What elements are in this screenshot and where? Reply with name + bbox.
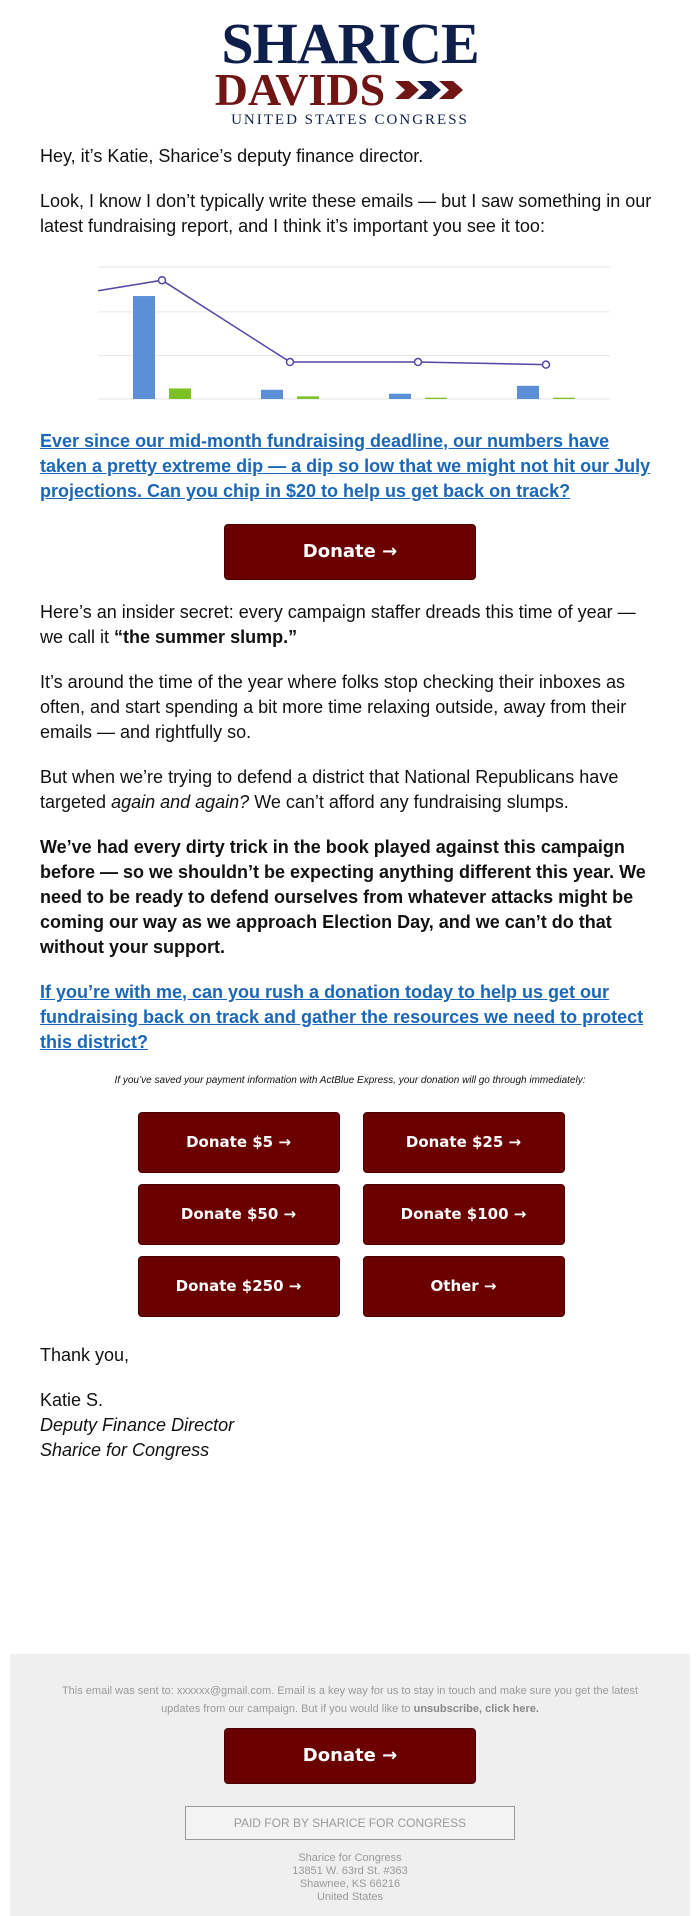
signer-org: Sharice for Congress xyxy=(40,1440,210,1460)
address-line: Sharice for Congress xyxy=(298,1852,402,1864)
chart-bar xyxy=(553,398,575,399)
actblue-express-note: If you’ve saved your payment information with ActBlue Express, your donation will go through immediately: xyxy=(114,1075,586,1086)
signer-title: Deputy Finance Director xyxy=(40,1415,235,1435)
donate-other-button[interactable]: Other → xyxy=(363,1256,565,1317)
footer-notice xyxy=(10,1654,690,1718)
mailing-address xyxy=(10,1852,690,1904)
chart-series-line xyxy=(98,280,546,364)
logo-last-name-row xyxy=(214,64,465,115)
defend-text-a: But when we’re trying to defend a district that National Republicans have targeted xyxy=(40,767,619,812)
summer-slump-paragraph xyxy=(40,600,660,650)
chip-in-link[interactable]: Ever since our mid-month fundraising deadline, our numbers have taken a pretty extreme dip — a dip so low that we might not hit our July projections. Can you chip in $20 to help us get back on track? xyxy=(40,431,651,501)
rush-donation-link[interactable]: If you’re with me, can you rush a donation today to help us get our fundraising back on track and gather the resources we need to protect this district? xyxy=(40,982,644,1052)
unsubscribe-link[interactable]: unsubscribe, click here. xyxy=(413,1703,539,1715)
address-line: Shawnee, KS 66216 xyxy=(299,1878,401,1890)
donate-button[interactable]: Donate → xyxy=(224,524,476,580)
inbox-paragraph: It’s around the time of the year where folks stop checking their inboxes as often, and start spending a bit more time relaxing outside, away from their emails — and rightfully so. xyxy=(40,672,627,742)
dirty-tricks-paragraph: We’ve had every dirty trick in the book played against this campaign before — so we shouldn’t be expecting anything different this year. We need to be ready to defend ourselves from whatever attacks might be coming our way as we approach Election Day, and we can’t do that without your support. xyxy=(40,837,646,957)
chart-bar xyxy=(133,296,155,399)
chart-bar xyxy=(517,386,539,399)
footer-donate-row xyxy=(10,1728,690,1784)
donate-button-row xyxy=(40,524,660,580)
chart-point xyxy=(543,361,550,368)
chart-point xyxy=(415,359,422,366)
logo-subtitle: UNITED STATES CONGRESS xyxy=(231,112,469,128)
donate-250-button[interactable]: Donate $250 → xyxy=(138,1256,340,1317)
defend-paragraph xyxy=(40,765,660,815)
footer-sent-prefix: This email was sent to: xyxy=(61,1685,177,1697)
paid-for-box: PAID FOR BY SHARICE FOR CONGRESS xyxy=(185,1806,515,1840)
campaign-logo xyxy=(0,11,700,129)
summer-slump-text: Here’s an insider secret: every campaign staffer dreads this time of year — we call it xyxy=(40,602,636,647)
chart-bar xyxy=(389,394,411,399)
donate-50-button[interactable]: Donate $50 → xyxy=(138,1184,340,1245)
logo-last-name: DAVIDS xyxy=(214,64,386,115)
email-body xyxy=(40,144,660,1463)
donate-25-button[interactable]: Donate $25 → xyxy=(363,1112,565,1173)
chevron-arrows-icon xyxy=(395,79,465,101)
fundraising-chart-svg xyxy=(40,259,660,409)
chart-bar xyxy=(169,388,191,399)
address-line: 13851 W. 63rd St. #363 xyxy=(292,1865,408,1877)
donate-5-button[interactable]: Donate $5 → xyxy=(138,1112,340,1173)
greeting-paragraph: Hey, it’s Katie, Sharice’s deputy finance director. xyxy=(40,146,424,166)
signer-name: Katie S. xyxy=(40,1390,104,1410)
fundraising-chart xyxy=(40,259,660,409)
footer-sent-suffix: . Email is a key way for us to stay in touch and make sure you get the latest updates from our campaign. But if you would like to xyxy=(161,1685,639,1715)
chart-point xyxy=(287,359,294,366)
footer-donate-button[interactable]: Donate → xyxy=(224,1728,476,1784)
chart-point xyxy=(159,277,166,284)
footer-email: xxxxxx@gmail.com xyxy=(176,1685,272,1697)
email-footer xyxy=(10,1654,690,1916)
summer-slump-quote: “the summer slump.” xyxy=(114,627,298,647)
logo-first-name: SHARICE xyxy=(221,11,479,76)
chart-bar xyxy=(425,398,447,399)
donate-100-button[interactable]: Donate $100 → xyxy=(363,1184,565,1245)
donate-amount-grid xyxy=(40,1112,660,1317)
thank-you: Thank you, xyxy=(40,1345,130,1365)
chart-bar xyxy=(261,390,283,399)
paid-for-row xyxy=(10,1806,690,1840)
chart-bar xyxy=(297,396,319,399)
intro-paragraph: Look, I know I don’t typically write these emails — but I saw something in our latest fundraising report, and I think it’s important you see it too: xyxy=(40,191,652,236)
defend-text-c: We can’t afford any fundraising slumps. xyxy=(249,792,569,812)
address-line: United States xyxy=(316,1891,384,1903)
defend-text-emphasis: again and again? xyxy=(111,792,250,812)
signature xyxy=(40,1388,660,1463)
